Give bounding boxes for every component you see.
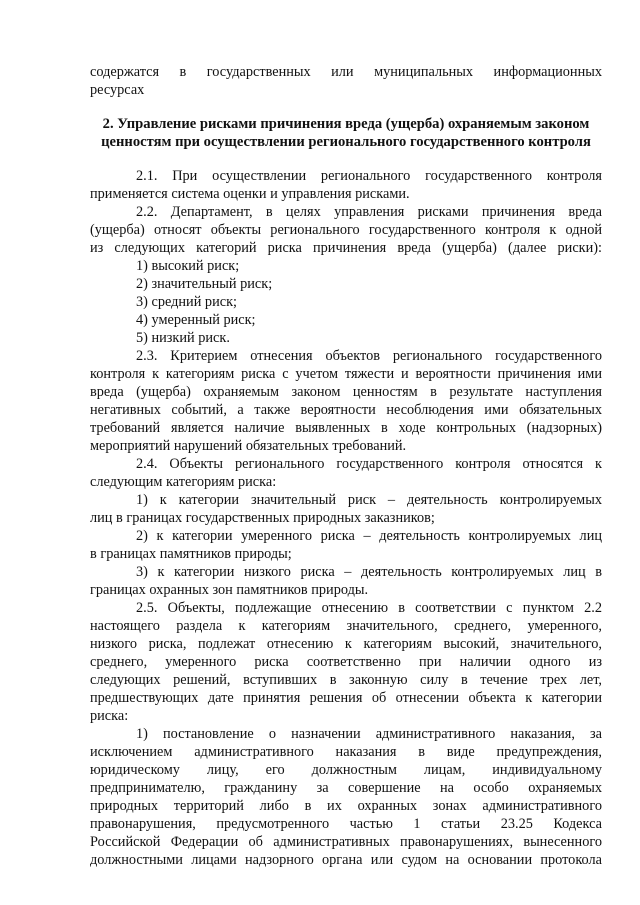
paragraph-line: негативных событий, а также вероятности несоблюдения ими обязательных bbox=[90, 402, 602, 418]
paragraph-line: среднего, умеренного риска соответственно при наличии одного из bbox=[90, 654, 602, 670]
paragraph-line: 2.4. Объекты регионального государственного контроля относятся к bbox=[136, 456, 602, 472]
paragraph-line: исключением административного наказания в виде предупреждения, bbox=[90, 744, 602, 760]
paragraph-line: природных территорий либо в их охранных зонах административного bbox=[90, 798, 602, 814]
paragraph-line: (ущерба) относят объекты регионального государственного контроля к одной bbox=[90, 222, 602, 238]
paragraph-line: требований является наличие выявленных в ходе контрольных (надзорных) bbox=[90, 420, 602, 436]
paragraph-line: вреда (ущерба) охраняемым законом ценностям в результате наступления bbox=[90, 384, 602, 400]
paragraph-line: контроля к категориям риска с учетом тяжести и вероятности причинения ими bbox=[90, 366, 602, 382]
list-item: 1) высокий риск; bbox=[136, 258, 240, 274]
list-item: в границах памятников природы; bbox=[90, 546, 292, 562]
paragraph-line: 2.3. Критерием отнесения объектов регионального государственного bbox=[136, 348, 602, 364]
list-item: 2) к категории умеренного риска – деятельность контролируемых лиц bbox=[136, 528, 602, 544]
paragraph-line: 2.2. Департамент, в целях управления рисками причинения вреда bbox=[136, 204, 602, 220]
paragraph-line: предшествующих дате принятия решения об отнесении объекта к категории bbox=[90, 690, 602, 706]
list-item: 3) средний риск; bbox=[136, 294, 237, 310]
list-item: 1) постановление о назначении административного наказания, за bbox=[136, 726, 602, 742]
paragraph-line: следующих решений, вступивших в законную силу в течение трех лет, bbox=[90, 672, 602, 688]
paragraph-line: предпринимателю, гражданину за совершение на особо охраняемых bbox=[90, 780, 602, 796]
section-title: ценностям при осуществлении регионального государственного контроля bbox=[101, 134, 591, 150]
list-item: 1) к категории значительный риск – деятельность контролируемых bbox=[136, 492, 602, 508]
list-item: 2) значительный риск; bbox=[136, 276, 273, 292]
paragraph-line: настоящего раздела к категориям значительного, среднего, умеренного, bbox=[90, 618, 602, 634]
paragraph-line: низкого риска, подлежат отнесению к категориям высокий, значительного, bbox=[90, 636, 602, 652]
section-title: 2. Управление рисками причинения вреда (ущерба) охраняемым законом bbox=[102, 116, 590, 132]
paragraph-line: Российской Федерации об административных правонарушениях, вынесенного bbox=[90, 834, 602, 850]
list-item: 5) низкий риск. bbox=[136, 330, 230, 346]
paragraph-line: юридическому лицу, его должностным лицам, индивидуальному bbox=[90, 762, 602, 778]
paragraph-line: риска: bbox=[90, 708, 129, 724]
paragraph-line: следующим категориям риска: bbox=[90, 474, 277, 490]
intro-line: содержатся в государственных или муниципальных информационных bbox=[90, 64, 602, 80]
list-item: границах охранных зон памятников природы. bbox=[90, 582, 369, 598]
list-item: 4) умеренный риск; bbox=[136, 312, 256, 328]
intro-line: ресурсах bbox=[90, 82, 145, 98]
paragraph-line: применяется система оценки и управления рисками. bbox=[90, 186, 410, 202]
list-item: 3) к категории низкого риска – деятельность контролируемых лиц в bbox=[136, 564, 602, 580]
paragraph-line: 2.1. При осуществлении регионального государственного контроля bbox=[136, 168, 602, 184]
paragraph-line: должностными лицами надзорного органа или судом на основании протокола bbox=[90, 852, 602, 868]
paragraph-line: правонарушения, предусмотренного частью 1 статьи 23.25 Кодекса bbox=[90, 816, 602, 832]
paragraph-line: мероприятий нарушений обязательных требований. bbox=[90, 438, 407, 454]
paragraph-line: из следующих категорий риска причинения вреда (ущерба) (далее риски): bbox=[90, 240, 602, 256]
paragraph-line: 2.5. Объекты, подлежащие отнесению в соответствии с пунктом 2.2 bbox=[136, 600, 602, 616]
list-item: лиц в границах государственных природных заказников; bbox=[90, 510, 435, 526]
